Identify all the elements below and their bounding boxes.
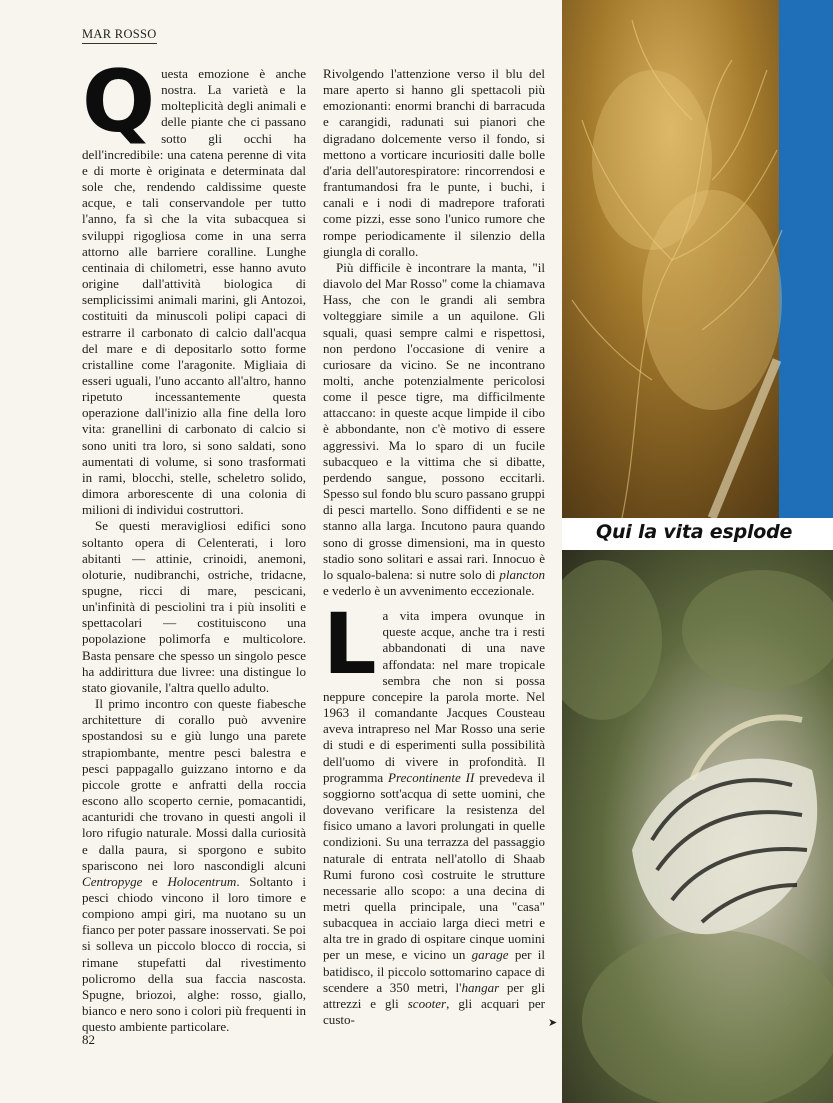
paragraph-text: uesta emozione è anche nostra. La varietà e la molteplicità degli animali e delle piante che ci passano sotto gli occhi ha dell'incredibile: una catena perenne di vita e di morte è originata e determinata dal sole che, rendendo caldissime queste acque, e tali conservandole per tutto l'anno, fa sì che la vita subacquea si sviluppi rigogliosa come in una serra attorno alle barriere coralline. Lunghe centinaia di chilometri, esse hanno avuto origine dall'attività biologica di semplicissimi animali marini, gli Antozoi, costituiti da minuscoli polipi capaci di estrarre il carbonato di calcio dall'acqua del mare e di depositarlo sotto forme cristalline come l'aragonite. Migliaia di esseri uguali, l'uno accanto all'altro, hanno ripetuto incessantemente questa operazione dall'inizio alla fine della loro vita: granellini di carbonato di calcio si sono uniti tra loro, si sono saldati, sono aumentati di volume, si sono trasformati in rami, blocchi, stelle, scheletro solido, dimora arborescente di una colonia di milioni di individui costruttori.: [82, 66, 306, 518]
italic-term: garage: [471, 947, 509, 963]
text-run: Il primo incontro con queste fiabesche architetture di corallo può avvenire spostandosi su e giù lungo una parete strapiombante, mentre pesci balestra e pesci pappagallo guizzano intorno e da piccole grotte e anfratti della roccia escono allo scoperto cernie, pomacantidi, acanturidi che trovano in questi angoli il loro rifugio naturale. Mossi dalla curiosità e dalla paura, si sporgono e subito spariscono nei loro nascondigli alcuni: [82, 696, 306, 873]
drop-cap: L: [323, 595, 377, 694]
text-run: per gli attrezzi e gli: [323, 979, 546, 1011]
nudibranch-illustration: [562, 550, 833, 1103]
article-column-1: [82, 52, 306, 1035]
sea-fan-photo: [562, 0, 833, 518]
species-name: Holocentrum: [167, 873, 237, 889]
italic-term: Precontinente II: [388, 769, 475, 785]
paragraph: Se questi meravigliosi edifici sono soltanto opera di Celenterati, i loro abitanti — attinie, crinoidi, anemoni, oloturie, nudibranchi, ostriche, tridacne, spugne, ricci di mare, pescicani, un'infinità di pesciolini tra i più insoliti e spettacolari — costituiscono una popolazione polimorfa e multicolore. Basta pensare che spesso un singolo pesce ha addirittura due livree: una distingue lo stato giovanile, l'altra quello adulto.: [82, 518, 306, 695]
text-run: . Soltanto i pesci chiodo vincono il loro timore e compiono ampi giri, ma nuotano su un fianco per poter passare inosservati. Se poi si solleva un piccolo blocco di roccia, si rimane stupefatti dal rivestimento policromo della sua faccia nascosta. Spugne, briozoi, alghe: rosso, giallo, bianco e nero sono i colori più frequenti in questo ambiente particolare.: [82, 873, 306, 1035]
continue-arrow-icon: ➤: [548, 1017, 558, 1029]
drop-cap: Q: [82, 52, 156, 152]
text-run: Più difficile è incontrare la manta, "il diavolo del Mar Rosso" come la chiamava Hass, che con le grandi ali sembra volteggiare simile a un aquilone. Gli squali, quasi sempre calmi e rispettosi, non perdono l'occasione di venire a curiosare da vicino. Se ne incontrano molti, anche potenzialmente pericolosi come il pesce tigre, ma difficilmente attaccano: in queste acque limpide il cibo è abbondante, non c'è motivo di essere aggressivi. Ma lo sparo di un fucile subacqueo e la vittima che si dibatte, perdendo sangue, possono eccitarli. Spesso sul fondo blu scuro passano gruppi di pesci martello. Sono diffidenti e se ne stanno alla larga. Incutono paura quando sono di grosse dimensioni, ma in questo stadio sono solitari e assai rari. Innocuo è lo squalo-balena: si nutre solo di: [323, 259, 545, 582]
italic-term: scooter: [407, 995, 447, 1011]
photo-caption: Qui la vita esplode: [596, 521, 793, 543]
paragraph-section: [323, 595, 546, 1028]
page-number: 82: [82, 1032, 95, 1047]
text-run: per il batidisco, il piccolo sottomarino capace di scendere a 350 metri, l': [323, 947, 545, 995]
text-run: e: [152, 873, 158, 889]
paragraph: Rivolgendo l'attenzione verso il blu del mare aperto si hanno gli spettacoli più emozionanti: enormi branchi di barracuda e carangidi, radunati sui pianori che digradano dolcemente verso il fondo, si mettono a vorticare incuriositi dalle bolle d'aria dell'autorespiratore: rincorrendosi e frantumandosi fra le punte, i buchi, i canali e i nodi di madrepore traforati come pizzi, esse sono l'unico rumore che rompe periodicamente il silenzio della giungla di corallo.: [323, 66, 545, 259]
text-run: a vita impera ovunque in queste acque, anche tra i resti abbandonati di una nave affondata: nel mare tropicale sembra che non si possa neppure concepire la parola morte. Nel 1963 il comandante Jacques Cousteau aveva intrapreso nel Mar Rosso una serie di studi e di esperimenti sulla possibilità dell'uomo di vivere in profondità. Il programma: [323, 608, 545, 785]
italic-term: hangar: [461, 979, 500, 995]
species-name: Centropyge: [82, 873, 143, 889]
text-run: prevedeva il soggiorno sott'acqua di sette uomini, che dovevano verificare la resistenza del fisico umano a lavori prolungati in quelle condizioni. Su una terrazza del passaggio naturale di entrata nell'atollo di Shaab Rumi furono così costruite le strutture necessarie allo scopo: a una decina di metri quella principale, una "casa" subacquea in acciaio larga dieci metri e alta tre in grado di ospitare cinque uomini per un mese, e vicino un: [323, 769, 545, 963]
section-header: MAR ROSSO: [82, 27, 157, 44]
text-run: , gli acquari per custo-: [323, 995, 545, 1028]
nudibranch-photo: [562, 550, 833, 1103]
sea-fan-illustration: [562, 0, 833, 518]
paragraph: [82, 696, 306, 1035]
text-run: e vederlo è un avvenimento eccezionale.: [323, 583, 535, 598]
paragraph-intro: [82, 52, 306, 518]
italic-term: plancton: [499, 566, 545, 582]
article-column-2: [323, 66, 545, 1028]
paragraph: [323, 260, 545, 599]
